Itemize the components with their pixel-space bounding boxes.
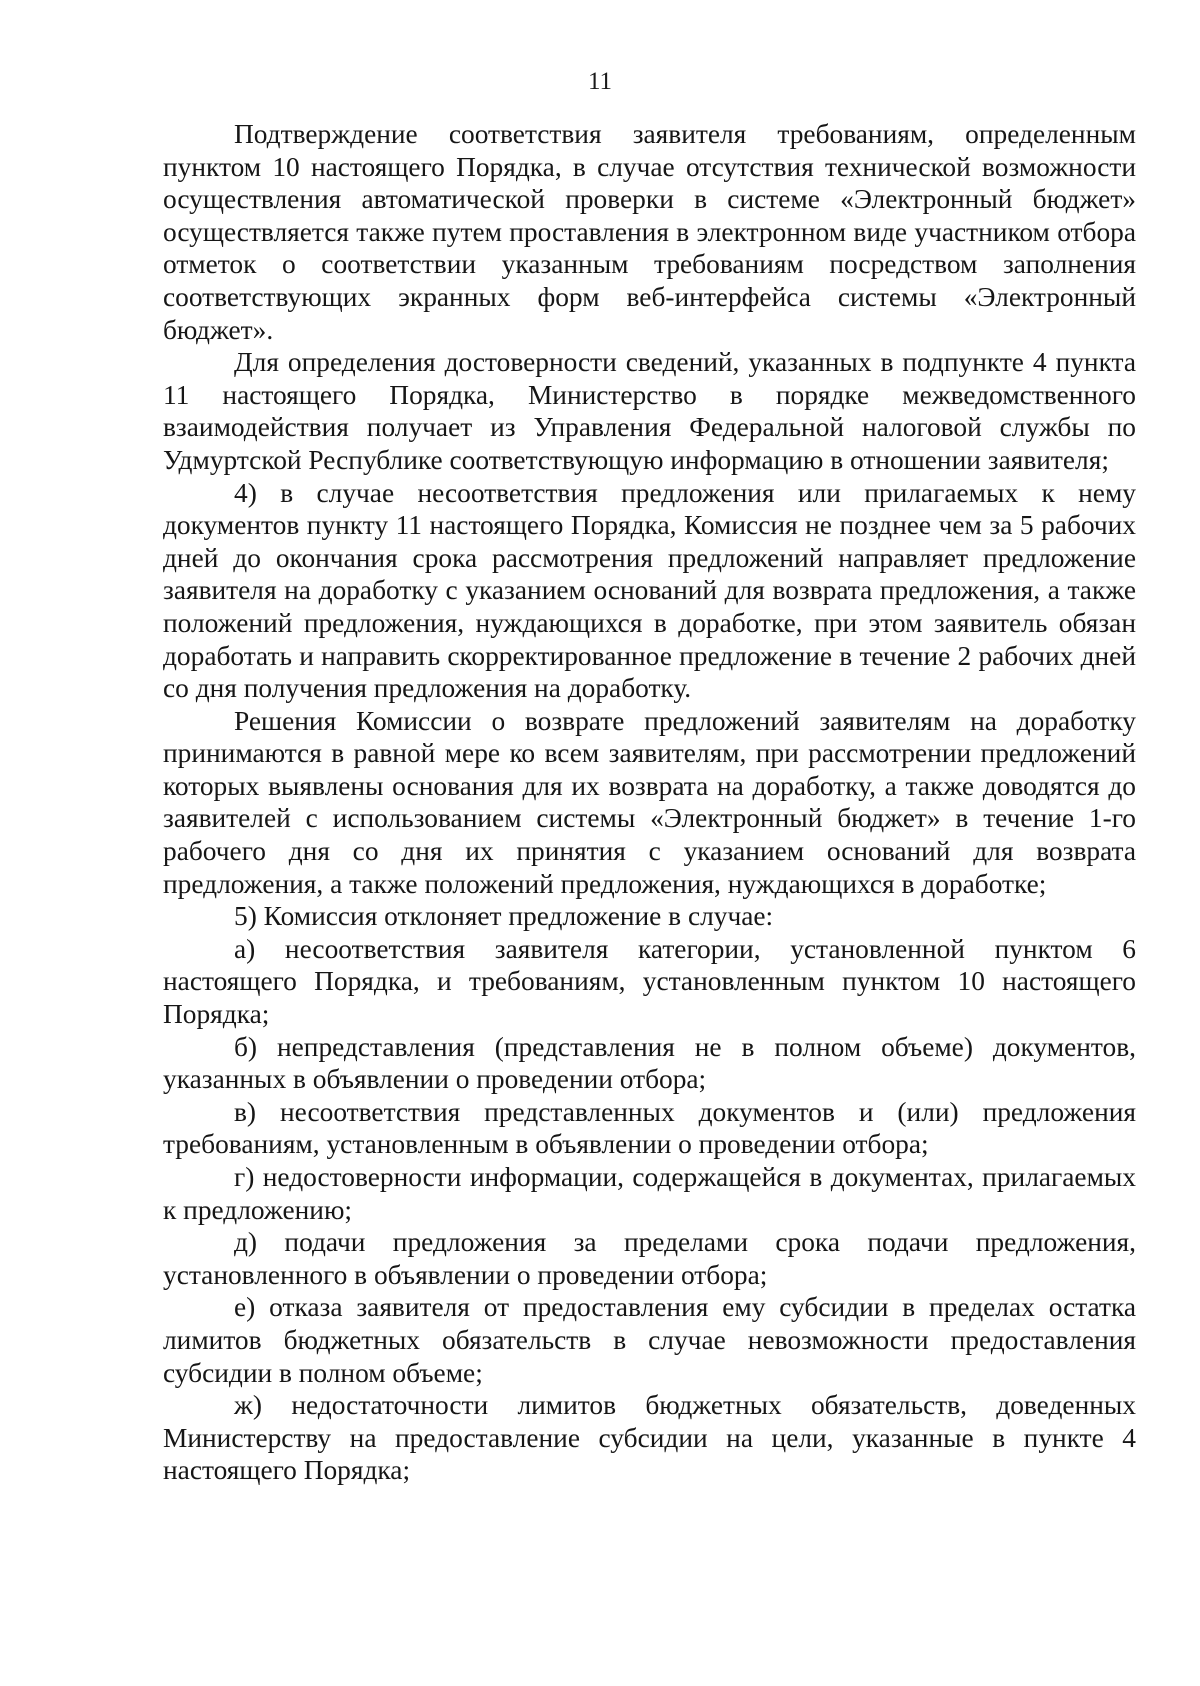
- paragraph-item-5-rejection: 5) Комиссия отклоняет предложение в случае:: [234, 901, 774, 932]
- list-item-d: д) подачи предложения за пределами срока подачи предложения, установленного в объявлении о проведении отбора;: [163, 1227, 1136, 1290]
- list-item-zh: ж) недостаточности лимитов бюджетных обязательств, доведенных Министерству на предоставление субсидии на цели, указанные в пункте 4 настоящего Порядка;: [163, 1390, 1136, 1486]
- list-item-a: а) несоответствия заявителя категории, установленной пунктом 6 настоящего Порядка, и требованиям, установленным пунктом 10 настоящего Порядка;: [163, 933, 1136, 1030]
- paragraph-item-4-return-for-revision: 4) в случае несоответствия предложения или прилагаемых к нему документов пункту 11 настоящего Порядка, Комиссия не позднее чем за 5 рабочих дней до окончания срока рассмотрения предложений направляет предложение заявителя на доработку с указанием оснований для возврата предложения, а также положений предложения, нуждающихся в доработке, при этом заявитель обязан доработать и направить скорректированное предложение в течение 2 рабочих дней со дня получения предложения на доработку.: [163, 477, 1136, 704]
- paragraph-commission-decisions: Решения Комиссии о возврате предложений заявителям на доработку принимаются в равной мере ко всем заявителям, при рассмотрении предложений которых выявлены основания для их возврата на доработку, а также доводятся до заявителей с использованием системы «Электронный бюджет» в течение 1-го рабочего дня со дня их принятия с указанием оснований для возврата предложения, а также положений предложения, нуждающихся в доработке;: [163, 705, 1136, 899]
- list-item-e: е) отказа заявителя от предоставления ему субсидии в пределах остатка лимитов бюджетных обязательств в случае невозможности предоставления субсидии в полном объеме;: [163, 1292, 1136, 1388]
- paragraph-reliability-check: Для определения достоверности сведений, указанных в подпункте 4 пункта 11 настоящего Порядка, Министерство в порядке межведомственного взаимодействия получает из Управления Федеральной налоговой службы по Удмуртской Республике соответствующую информацию в отношении заявителя;: [163, 347, 1136, 475]
- document-body: [163, 118, 1136, 1487]
- list-item-g: г) недостоверности информации, содержащейся в документах, прилагаемых к предложению;: [163, 1162, 1136, 1225]
- paragraph-confirmation-of-compliance: Подтверждение соответствия заявителя требованиям, определенным пунктом 10 настоящего Порядка, в случае отсутствия технической возможности осуществления автоматической проверки в системе «Электронный бюджет» осуществляется также путем проставления в электронном виде участником отбора отметок о соответствии указанным требованиям посредством заполнения соответствующих экранных форм веб-интерфейса системы «Электронный бюджет».: [163, 119, 1136, 345]
- list-item-b: б) непредставления (представления не в полном объеме) документов, указанных в объявлении о проведении отбора;: [163, 1031, 1136, 1095]
- list-item-v: в) несоответствия представленных документов и (или) предложения требованиям, установленным в объявлении о проведении отбора;: [163, 1096, 1136, 1160]
- page-number: 11: [587, 68, 613, 95]
